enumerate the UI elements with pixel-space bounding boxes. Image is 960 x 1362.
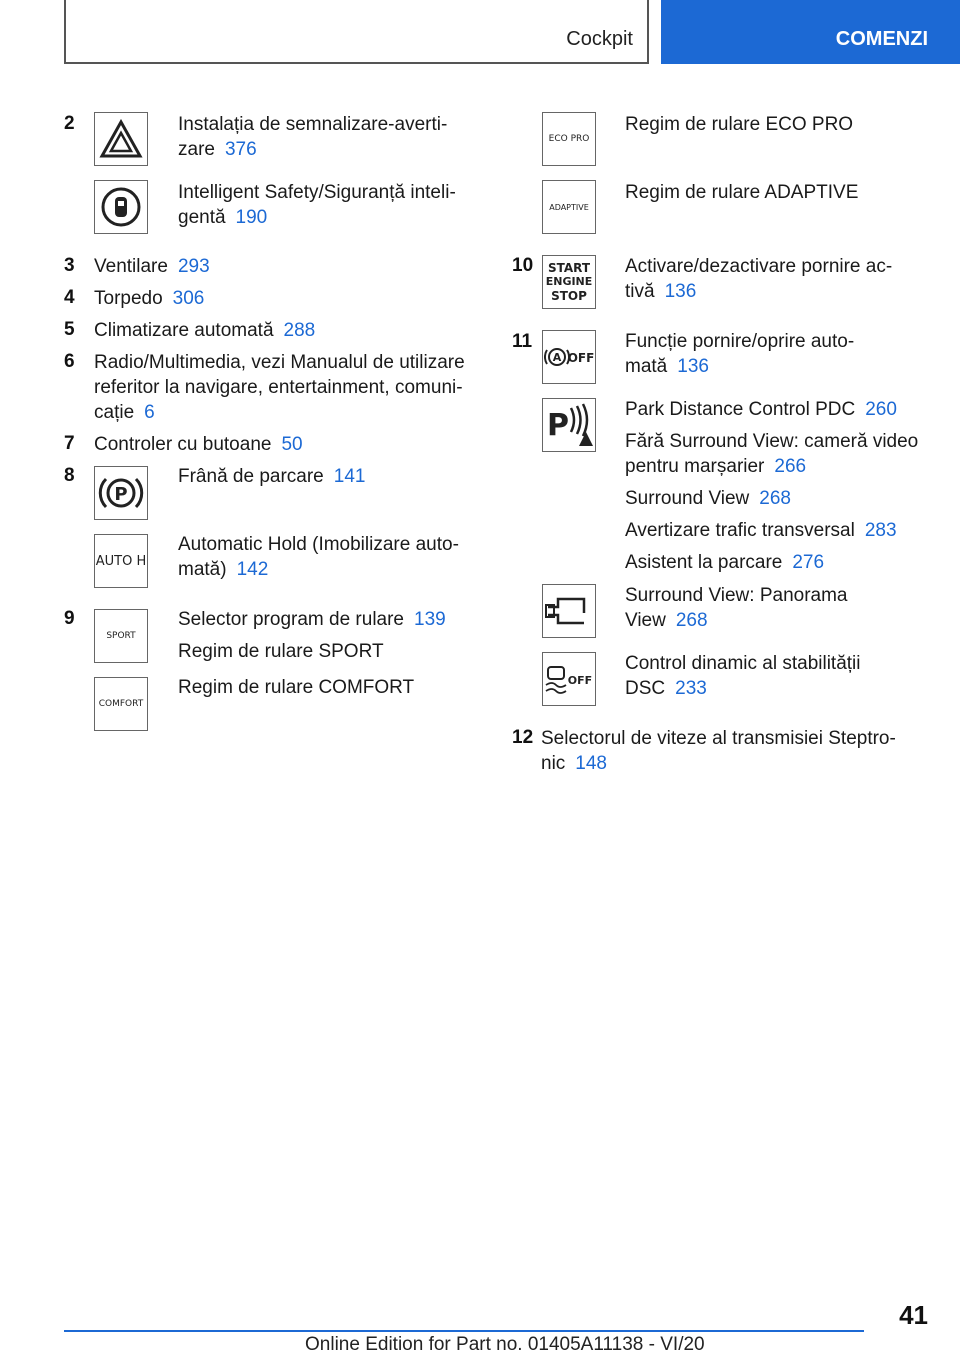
page-ref-link[interactable]: 6 <box>144 402 155 423</box>
item-number-6: 6 <box>64 351 75 372</box>
item-number-2: 2 <box>64 113 75 134</box>
item-5-text: Climatizare automată 288 <box>94 320 316 341</box>
park-distance-control-icon <box>542 398 596 452</box>
header-chapter-box <box>661 0 960 64</box>
page-ref-link[interactable]: 268 <box>759 488 791 509</box>
driving-mode-selector-text: Selector program de rulare 139 Regim de rulare SPORT <box>178 609 446 662</box>
page-ref-link[interactable]: 136 <box>664 281 697 302</box>
item-number-10: 10 <box>512 255 534 276</box>
start-stop-engine-icon: START ENGINE STOP <box>542 255 596 309</box>
item-number-12: 12 <box>512 727 534 748</box>
intelligent-safety-text: Intelligent Safety/Siguranță inteli- gentă 190 <box>178 182 456 228</box>
hazard-warning-text: Instalația de semnalizare-averti- zare 376 <box>178 114 448 160</box>
item-number-7: 7 <box>64 433 75 454</box>
page-number: 41 <box>899 1300 928 1330</box>
steptronic-text: Selectorul de viteze al transmisiei Steptro- nic 148 <box>541 728 896 774</box>
svg-text:P: P <box>114 484 128 505</box>
sport-mode-icon: SPORT <box>94 609 148 663</box>
page-ref-link[interactable]: 306 <box>172 288 205 309</box>
item-number-4: 4 <box>64 287 75 308</box>
page-ref-link[interactable]: 283 <box>864 520 897 541</box>
auto-hold-text: Automatic Hold (Imobilizare auto- mată) 142 <box>178 534 459 580</box>
item-number-11: 11 <box>512 331 533 352</box>
item-number-3: 3 <box>64 255 75 276</box>
page-ref-link[interactable]: 266 <box>774 456 807 477</box>
panorama-view-icon <box>542 584 596 638</box>
adaptive-mode-icon: ADAPTIVE <box>542 180 596 234</box>
pdc-text-group: Park Distance Control PDC 260 Fără Surround View: cameră video pentru marșarier 266 Surround View 268 Avertizare trafic transversal 283 Asistent la parcare 276 <box>625 399 919 573</box>
auto-hold-icon: AUTO H <box>94 534 148 588</box>
item-6-text: Radio/Multimedia, vezi Manualul de utilizare referitor la navigare, entertainment, comuni- cație 6 <box>94 352 465 423</box>
page-ref-link[interactable]: 136 <box>677 356 709 377</box>
page-ref-link[interactable]: 260 <box>865 399 897 420</box>
item-number-9: 9 <box>64 608 75 629</box>
svg-text:OFF: OFF <box>567 674 593 687</box>
footer-edition-text: Online Edition for Part no. 01405A11138 - VI/20 <box>305 1334 705 1355</box>
page-ref-link[interactable]: 376 <box>224 139 257 160</box>
item-number-5: 5 <box>64 319 75 340</box>
item-3-text: Ventilare 293 <box>94 256 210 277</box>
parking-brake-icon <box>94 466 148 520</box>
comfort-mode-icon: COMFORT <box>94 677 148 731</box>
auto-start-stop-off-icon <box>542 330 596 384</box>
intelligent-safety-icon <box>94 180 148 234</box>
svg-text:OFF: OFF <box>567 351 594 365</box>
page-ref-link[interactable]: 276 <box>792 552 825 573</box>
footer-divider <box>64 1330 864 1332</box>
header-section-title: Cockpit <box>566 28 633 50</box>
eco-pro-mode-text: Regim de rulare ECO PRO <box>625 114 854 135</box>
page-ref-link[interactable]: 148 <box>575 753 607 774</box>
item-4-text: Torpedo 306 <box>94 288 205 309</box>
page-ref-link[interactable]: 288 <box>283 320 316 341</box>
page-ref-link[interactable]: 141 <box>333 466 366 487</box>
page-ref-link[interactable]: 142 <box>236 559 269 580</box>
page-ref-link[interactable]: 190 <box>235 207 268 228</box>
parking-brake-text: Frână de parcare 141 <box>178 466 366 487</box>
start-stop-text: Activare/dezactivare pornire ac- tivă 136 <box>625 256 893 302</box>
item-number-8: 8 <box>64 465 75 486</box>
eco-pro-mode-icon: ECO PRO <box>542 112 596 166</box>
auto-start-stop-text: Funcție pornire/oprire auto- mată 136 <box>625 331 855 377</box>
svg-text:P: P <box>547 408 569 443</box>
page-ref-link[interactable]: 293 <box>177 256 210 277</box>
dsc-off-icon <box>542 652 596 706</box>
hazard-warning-icon <box>94 112 148 166</box>
svg-text:A: A <box>552 351 562 364</box>
page-ref-link[interactable]: 233 <box>675 678 707 699</box>
panorama-view-text: Surround View: Panorama View 268 <box>625 585 848 631</box>
page-ref-link[interactable]: 268 <box>675 610 708 631</box>
adaptive-mode-text: Regim de rulare ADAPTIVE <box>625 182 859 203</box>
page-ref-link[interactable]: 139 <box>414 609 446 630</box>
comfort-mode-text: Regim de rulare COMFORT <box>178 677 415 698</box>
dsc-text: Control dinamic al stabilității DSC 233 <box>625 653 861 699</box>
page-ref-link[interactable]: 50 <box>281 434 303 455</box>
header-chapter-title: COMENZI <box>835 28 928 50</box>
item-7-text: Controler cu butoane 50 <box>94 434 303 455</box>
header-section-box <box>64 0 649 64</box>
